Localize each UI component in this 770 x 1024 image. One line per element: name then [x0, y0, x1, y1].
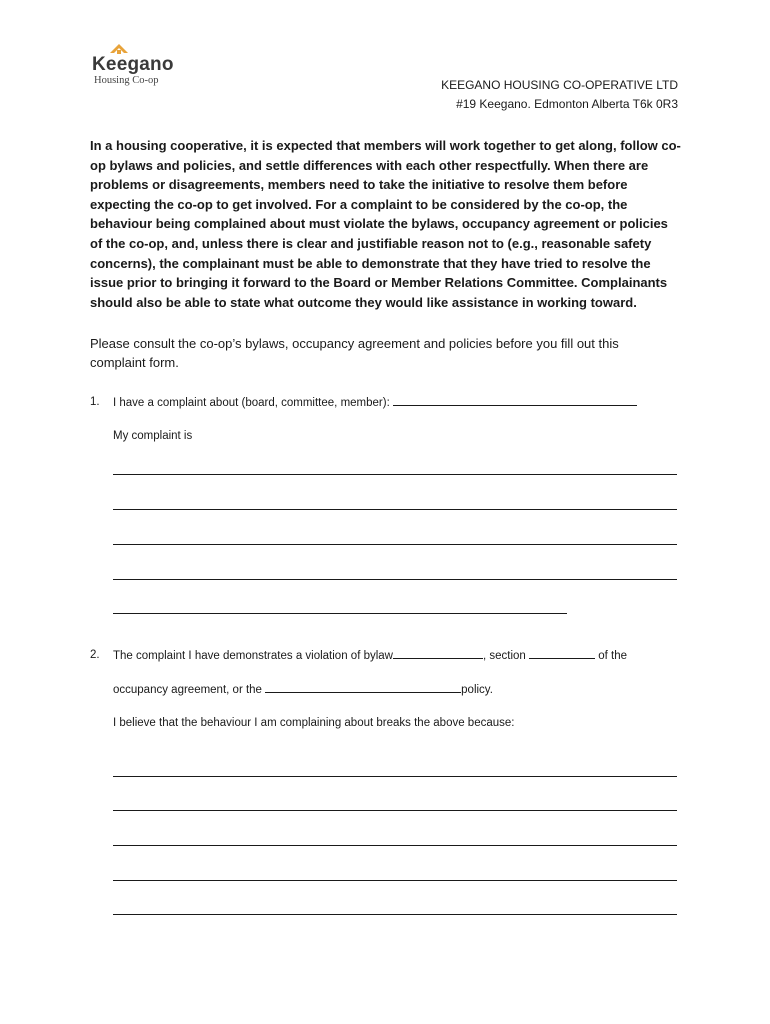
organization-header — [441, 76, 678, 114]
question-2-line2 — [113, 681, 493, 698]
reason-line-5[interactable] — [113, 914, 677, 915]
org-name: KEEGANO HOUSING CO-OPERATIVE LTD — [441, 78, 678, 92]
question-2-number: 2. — [90, 649, 100, 661]
question-2-sublabel: I believe that the behaviour I am complaining about breaks the above because: — [113, 717, 515, 729]
reason-line-3[interactable] — [113, 845, 677, 846]
question-1 — [113, 394, 637, 411]
complaint-line-2[interactable] — [113, 509, 677, 510]
bylaw-field[interactable] — [393, 647, 483, 659]
question-1-label: I have a complaint about (board, committee, member): — [113, 397, 390, 409]
complaint-about-field[interactable] — [393, 394, 637, 406]
question-2-part2: , section — [482, 650, 526, 662]
reason-line-4[interactable] — [113, 880, 677, 881]
complaint-line-4[interactable] — [113, 579, 677, 580]
logo-name: Keegano — [92, 54, 174, 75]
policy-field[interactable] — [265, 681, 461, 693]
question-2 — [113, 647, 627, 664]
logo-tagline: Housing Co-op — [94, 75, 159, 86]
logo — [90, 44, 200, 88]
intro-paragraph: In a housing cooperative, it is expected that members will work together to get along, follow co-op bylaws and policies, and settle differences with each other respectfully. When there are problems or disagreements, members need to take the initiative to resolve them before expecting the co-op to get involved. For a complaint to be considered by the co-op, the behaviour being complained about must violate the bylaws, occupancy agreement or policies of the co-op, and, unless there is clear and justifiable reason not to (e.g., reasonable safety concerns), the complainant must be able to demonstrate that they have tried to resolve the issue prior to bringing it forward to the Board or Member Relations Committee. Complainants should also be able to state what outcome they would like assistance in working toward. — [90, 138, 681, 310]
section-field[interactable] — [529, 647, 595, 659]
complaint-line-1[interactable] — [113, 474, 677, 475]
consult-paragraph: Please consult the co-op’s bylaws, occupancy agreement and policies before you fill out this complaint form. — [90, 336, 619, 370]
complaint-line-5[interactable] — [113, 613, 567, 614]
complaint-line-3[interactable] — [113, 544, 677, 545]
question-1-sublabel: My complaint is — [113, 430, 193, 442]
question-2-part3: of the — [598, 650, 627, 662]
reason-line-1[interactable] — [113, 776, 677, 777]
question-2-part4: occupancy agreement, or the — [113, 684, 262, 696]
question-1-number: 1. — [90, 396, 100, 408]
question-2-part1: The complaint I have demonstrates a violation of bylaw — [113, 650, 393, 662]
org-address: #19 Keegano. Edmonton Alberta T6k 0R3 — [456, 97, 678, 111]
reason-line-2[interactable] — [113, 810, 677, 811]
question-2-part5: policy. — [461, 684, 493, 696]
